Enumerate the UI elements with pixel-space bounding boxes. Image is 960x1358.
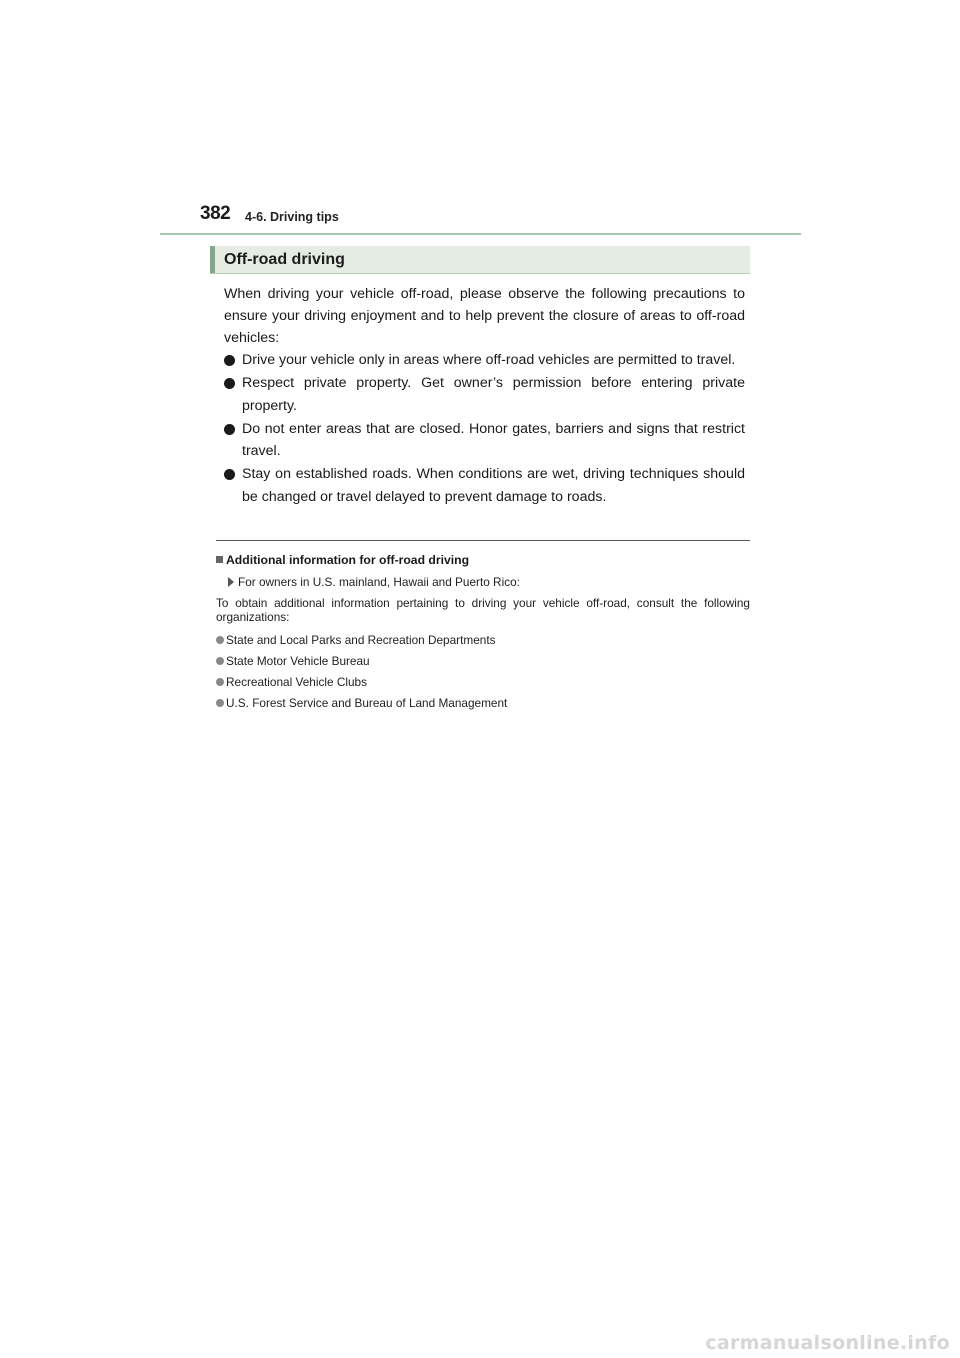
list-item	[216, 693, 750, 714]
bullet-icon	[224, 355, 235, 366]
list-item-text: State and Local Parks and Recreation Departments	[226, 633, 496, 647]
precautions-list	[224, 349, 745, 509]
square-bullet-icon	[216, 556, 223, 563]
list-item	[216, 651, 750, 672]
list-item	[224, 349, 745, 372]
bullet-icon	[224, 378, 235, 389]
bullet-icon	[216, 636, 224, 644]
section-title: Off-road driving	[224, 251, 345, 268]
info-heading-text: Additional information for off-road driving	[226, 553, 470, 567]
list-item	[224, 372, 745, 417]
list-item-text: U.S. Forest Service and Bureau of Land Management	[226, 696, 508, 710]
list-item	[216, 672, 750, 693]
page-header	[200, 203, 800, 233]
site-watermark: carmanualsonline.info	[705, 1332, 950, 1354]
page-number: 382	[200, 203, 231, 224]
triangle-arrow-icon	[228, 577, 234, 587]
list-item-text: Respect private property. Get owner’s permission before entering private property.	[242, 375, 745, 414]
region-note	[216, 573, 750, 591]
list-item-text: State Motor Vehicle Bureau	[226, 654, 370, 668]
section-reference: 4-6. Driving tips	[245, 210, 339, 224]
section-divider	[216, 540, 750, 541]
additional-info	[216, 551, 750, 714]
region-note-text: For owners in U.S. mainland, Hawaii and Puerto Rico:	[238, 575, 520, 589]
list-item-text: Stay on established roads. When conditions are wet, driving techniques should be changed or travel delayed to prevent damage to roads.	[242, 466, 745, 505]
list-item	[224, 463, 745, 508]
info-heading	[216, 551, 750, 569]
bullet-icon	[216, 657, 224, 665]
list-item	[216, 630, 750, 651]
list-item	[224, 418, 745, 463]
intro-paragraph: When driving your vehicle off-road, please observe the following precautions to ensure your driving enjoyment and to help prevent the closure of areas to off-road vehicles:	[224, 286, 745, 346]
bullet-icon	[216, 678, 224, 686]
list-item-text: Do not enter areas that are closed. Honor gates, barriers and signs that restrict travel.	[242, 420, 745, 459]
bullet-icon	[216, 699, 224, 707]
list-item-text: Drive your vehicle only in areas where off-road vehicles are permitted to travel.	[242, 352, 736, 368]
bullet-icon	[224, 469, 235, 480]
section-title-bar	[210, 246, 750, 274]
header-rule	[160, 233, 801, 235]
organizations-list	[216, 630, 750, 714]
info-paragraph: To obtain additional information pertaining to driving your vehicle off-road, consult the following organizations:	[216, 596, 750, 624]
list-item-text: Recreational Vehicle Clubs	[226, 675, 367, 689]
section-accent-bar	[210, 246, 215, 273]
bullet-icon	[224, 424, 235, 435]
